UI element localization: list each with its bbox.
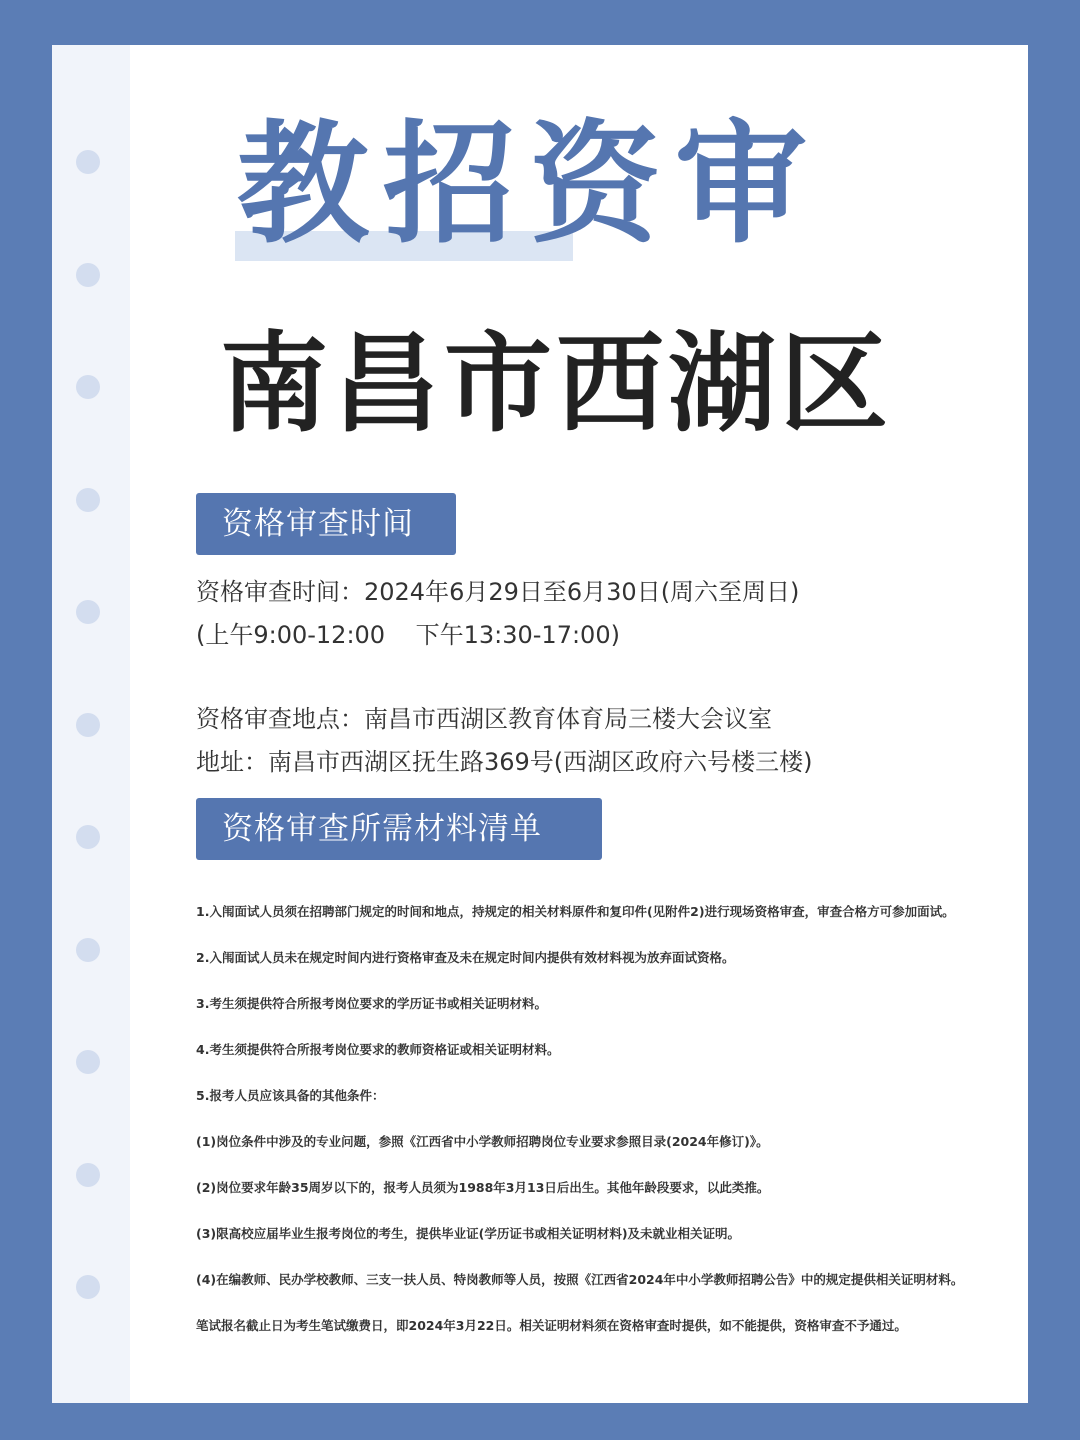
list-item: (2)岗位要求年龄35周岁以下的，报考人员须为1988年3月13日后出生。其他年龄段要求，以此类推。 <box>196 1180 770 1195</box>
review-hours-line: (上午9:00-12:00 下午13:30-17:00) <box>196 621 620 649</box>
binder-hole <box>76 825 100 849</box>
list-item: 5.报考人员应该具备的其他条件： <box>196 1088 385 1103</box>
list-item: 2.入闱面试人员未在规定时间内进行资格审查及未在规定时间内提供有效材料视为放弃面试资格。 <box>196 950 735 965</box>
binding-margin <box>52 45 130 1403</box>
binder-hole <box>76 150 100 174</box>
section-tag-materials: 资格审查所需材料清单 <box>196 798 602 860</box>
binder-hole <box>76 600 100 624</box>
review-time-line: 资格审查时间：2024年6月29日至6月30日(周六至周日) <box>196 578 800 606</box>
binder-hole <box>76 713 100 737</box>
list-item: 3.考生须提供符合所报考岗位要求的学历证书或相关证明材料。 <box>196 996 547 1011</box>
materials-list <box>196 900 1008 1360</box>
binder-hole <box>76 938 100 962</box>
sub-title: 南昌市西湖区 <box>220 322 893 447</box>
binder-hole <box>76 263 100 287</box>
binder-hole <box>76 1275 100 1299</box>
main-title: 教招资审 <box>237 108 821 262</box>
list-item: 4.考生须提供符合所报考岗位要求的教师资格证或相关证明材料。 <box>196 1042 560 1057</box>
binder-hole <box>76 375 100 399</box>
binder-hole <box>76 1163 100 1187</box>
binder-hole <box>76 1050 100 1074</box>
review-address-line: 地址：南昌市西湖区抚生路369号(西湖区政府六号楼三楼) <box>196 748 813 776</box>
list-item: 1.入闱面试人员须在招聘部门规定的时间和地点，持规定的相关材料原件和复印件(见附件2)进行现场资格审查，审查合格方可参加面试。 <box>196 904 955 919</box>
notebook-page <box>52 45 1028 1403</box>
binder-hole <box>76 488 100 512</box>
section-tag-review-time: 资格审查时间 <box>196 493 456 555</box>
list-item: (3)限高校应届毕业生报考岗位的考生，提供毕业证(学历证书或相关证明材料)及未就业相关证明。 <box>196 1226 741 1241</box>
review-location-line: 资格审查地点：南昌市西湖区教育体育局三楼大会议室 <box>196 705 772 733</box>
list-item: (1)岗位条件中涉及的专业问题，参照《江西省中小学教师招聘岗位专业要求参照目录(2024年修订)》。 <box>196 1134 769 1149</box>
list-item: (4)在编教师、民办学校教师、三支一扶人员、特岗教师等人员，按照《江西省2024年中小学教师招聘公告》中的规定提供相关证明材料。 <box>196 1272 964 1287</box>
list-item: 笔试报名截止日为考生笔试缴费日，即2024年3月22日。相关证明材料须在资格审查时提供，如不能提供，资格审查不予通过。 <box>196 1318 907 1333</box>
